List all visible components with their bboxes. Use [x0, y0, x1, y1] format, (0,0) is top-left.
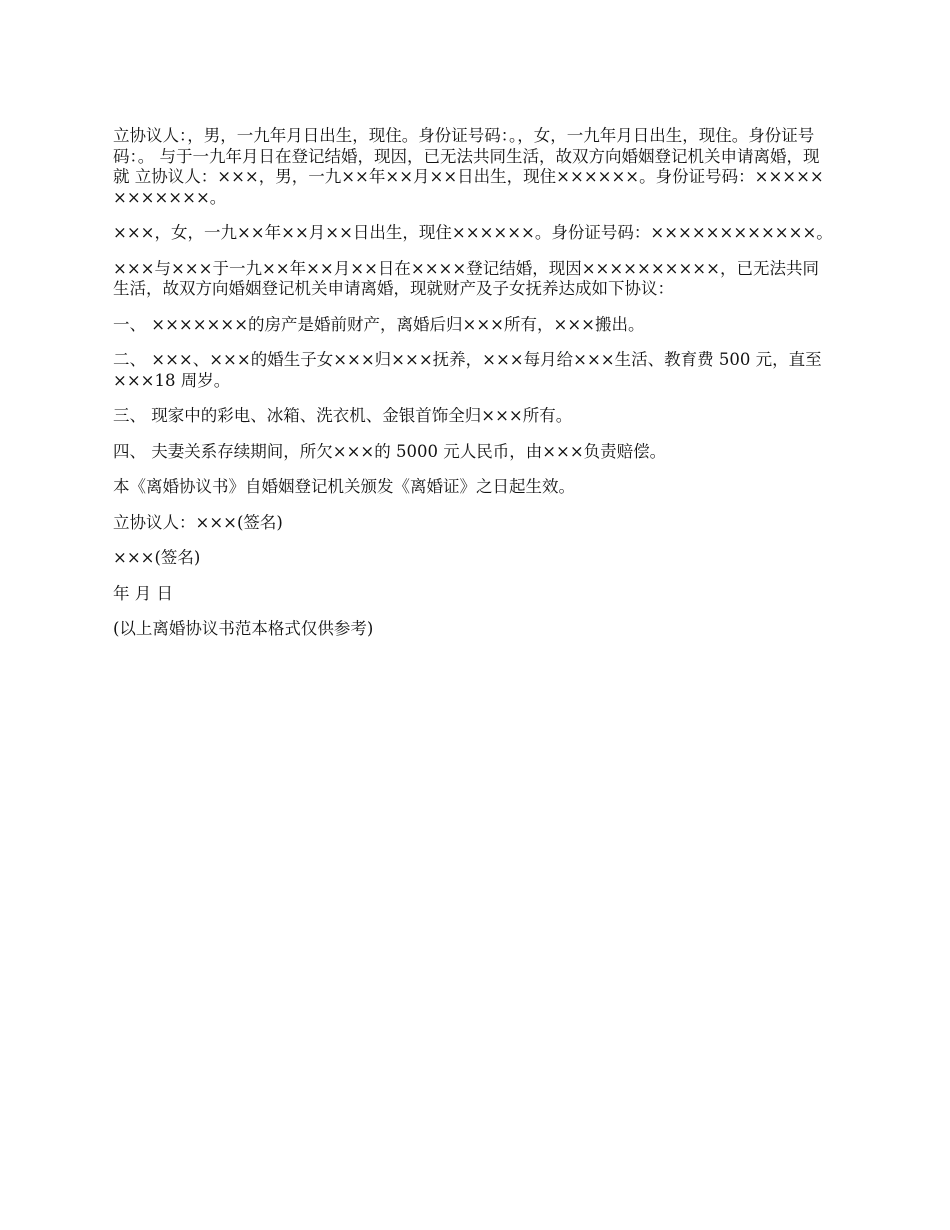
paragraph-party-female: ×××，女，一九××年××月××日出生，现住××××××。身份证号码：××××××××××××。: [113, 223, 833, 242]
signature-line-second: ×××(签名): [113, 548, 201, 567]
paragraph-marriage-info: ×××与×××于一九××年××月××日在××××登记结婚，现因××××××××××，已无法共同生活，故双方向婚姻登记机关申请离婚，现就财产及子女抚养达成如下协议：: [113, 258, 819, 298]
clause-four-debt: 四、 夫妻关系存续期间，所欠×××的 5000 元人民币，由×××负责赔偿。: [113, 441, 667, 461]
date-line: 年 月 日: [113, 583, 173, 603]
disclaimer-note: (以上离婚协议书范本格式仅供参考): [113, 619, 374, 638]
clause-two-child-custody: 二、 ×××、×××的婚生子女×××归×××抚养，×××每月给×××生活、教育费 500 元，直至×××18 周岁。: [113, 350, 822, 390]
clause-three-household-items: 三、 现家中的彩电、冰箱、洗衣机、金银首饰全归×××所有。: [113, 406, 573, 425]
effective-date-statement: 本《离婚协议书》自婚姻登记机关颁发《离婚证》之日起生效。: [113, 477, 575, 496]
signature-line-first: 立协议人：×××(签名): [113, 512, 283, 532]
paragraph-parties-intro: 立协议人：，男，一九年月日出生，现住。身份证号码：。，女，一九年月日出生，现住。身份证号码：。 与于一九年月日在登记结婚，现因，已无法共同生活，故双方向婚姻登记机关申请离婚，现就 立协议人：×××，男，一九××年××月××日出生，现住××××××。身份证号码：××××××××××××。: [113, 126, 824, 207]
clause-one-property: 一、 ×××××××的房产是婚前财产，离婚后归×××所有，×××搬出。: [113, 314, 645, 334]
document-body: [113, 126, 833, 640]
